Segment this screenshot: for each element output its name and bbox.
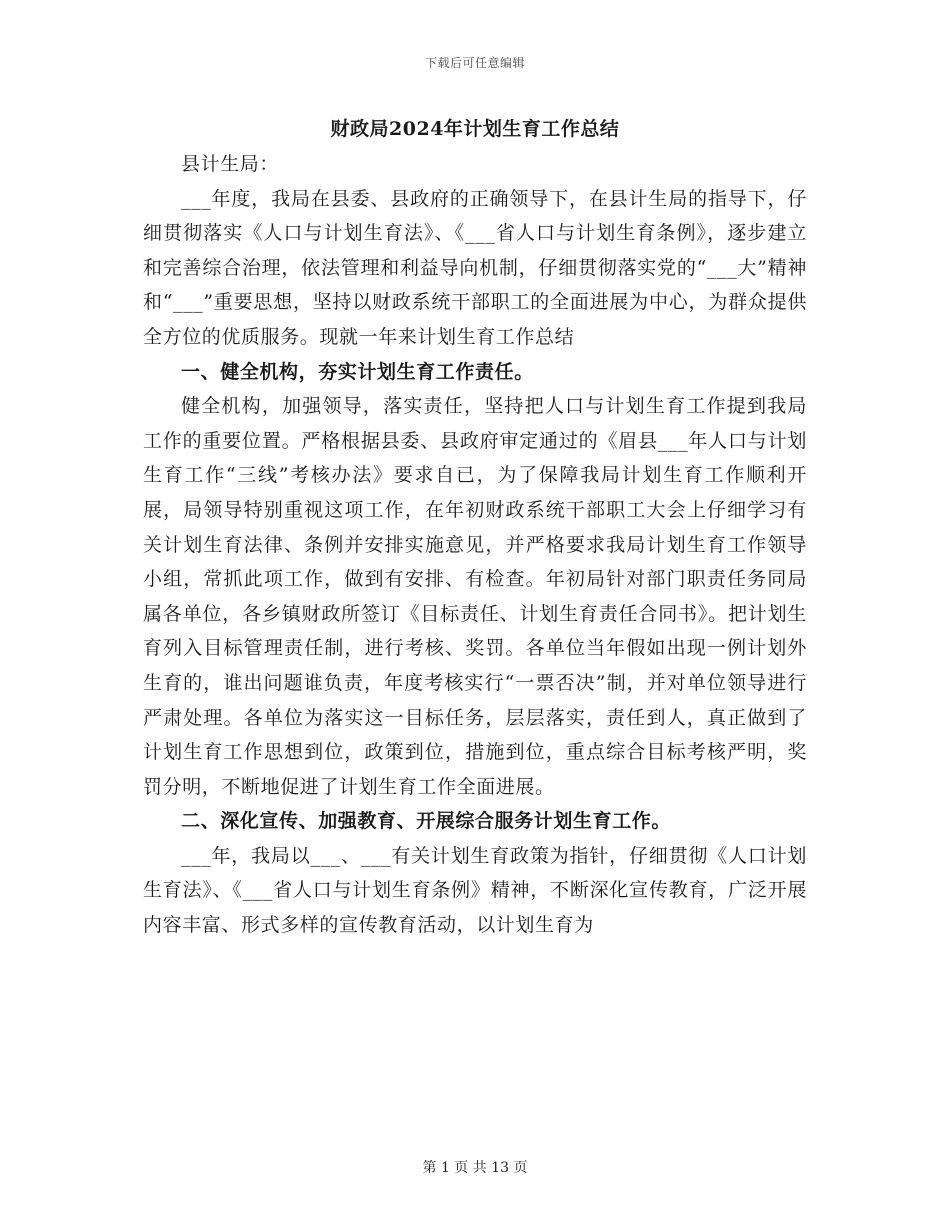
document-body	[143, 147, 807, 943]
section-2-heading: 二、深化宣传、加强教育、开展综合服务计划生育工作。	[181, 810, 672, 833]
section-2-paragraph: ___年，我局以___、___有关计划生育政策为指针，仔细贯彻《人口计划生育法》、《___省人口与计划生育条例》精神，不断深化宣传教育，广泛开展内容丰富、形式多样的宣传教育活动，以计划生育为	[143, 844, 807, 937]
page-number: 第 1 页 共 13 页	[422, 1160, 528, 1176]
document-title: 财政局2024年计划生育工作总结	[330, 118, 620, 140]
section-1-heading: 一、健全机构，夯实计划生育工作责任。	[181, 360, 534, 383]
page-header-note: 下载后可任意编辑	[424, 56, 525, 70]
salutation: 县计生局：	[181, 153, 280, 175]
section-1-paragraph: 健全机构，加强领导，落实责任，坚持把人口与计划生育工作提到我局工作的重要位置。严格根据县委、县政府审定通过的《眉县___年人口与计划生育工作“三线”考核办法》要求自已，为了保障我局计划生育工作顺利开展，局领导特别重视这项工作，在年初财政系统干部职工大会上仔细学习有关计划生育法律、条例并安排实施意见，并严格要求我局计划生育工作领导小组，常抓此项工作，做到有安排、有检查。年初局针对部门职责任务同局属各单位，各乡镇财政所签订《目标责任、计划生育责任合同书》。把计划生育列入目标管理责任制，进行考核、奖罚。各单位当年假如出现一例计划外生育的，谁出问题谁负责，年度考核实行“一票否决”制，并对单位领导进行严肃处理。各单位为落实这一目标任务，层层落实，责任到人，真正做到了计划生育工作思想到位，政策到位，措施到位，重点综合目标考核严明，奖罚分明，不断地促进了计划生育工作全面进展。	[143, 395, 807, 798]
intro-paragraph: ___年度，我局在县委、县政府的正确领导下，在县计生局的指导下，仔细贯彻落实《人口与计划生育法》、《___省人口与计划生育条例》，逐步建立和完善综合治理，依法管理和利益导向机制，仔细贯彻落实党的“___大”精神和“___”重要思想，坚持以财政系统干部职工的全面进展为中心，为群众提供全方位的优质服务。现就一年来计划生育工作总结	[143, 187, 807, 348]
